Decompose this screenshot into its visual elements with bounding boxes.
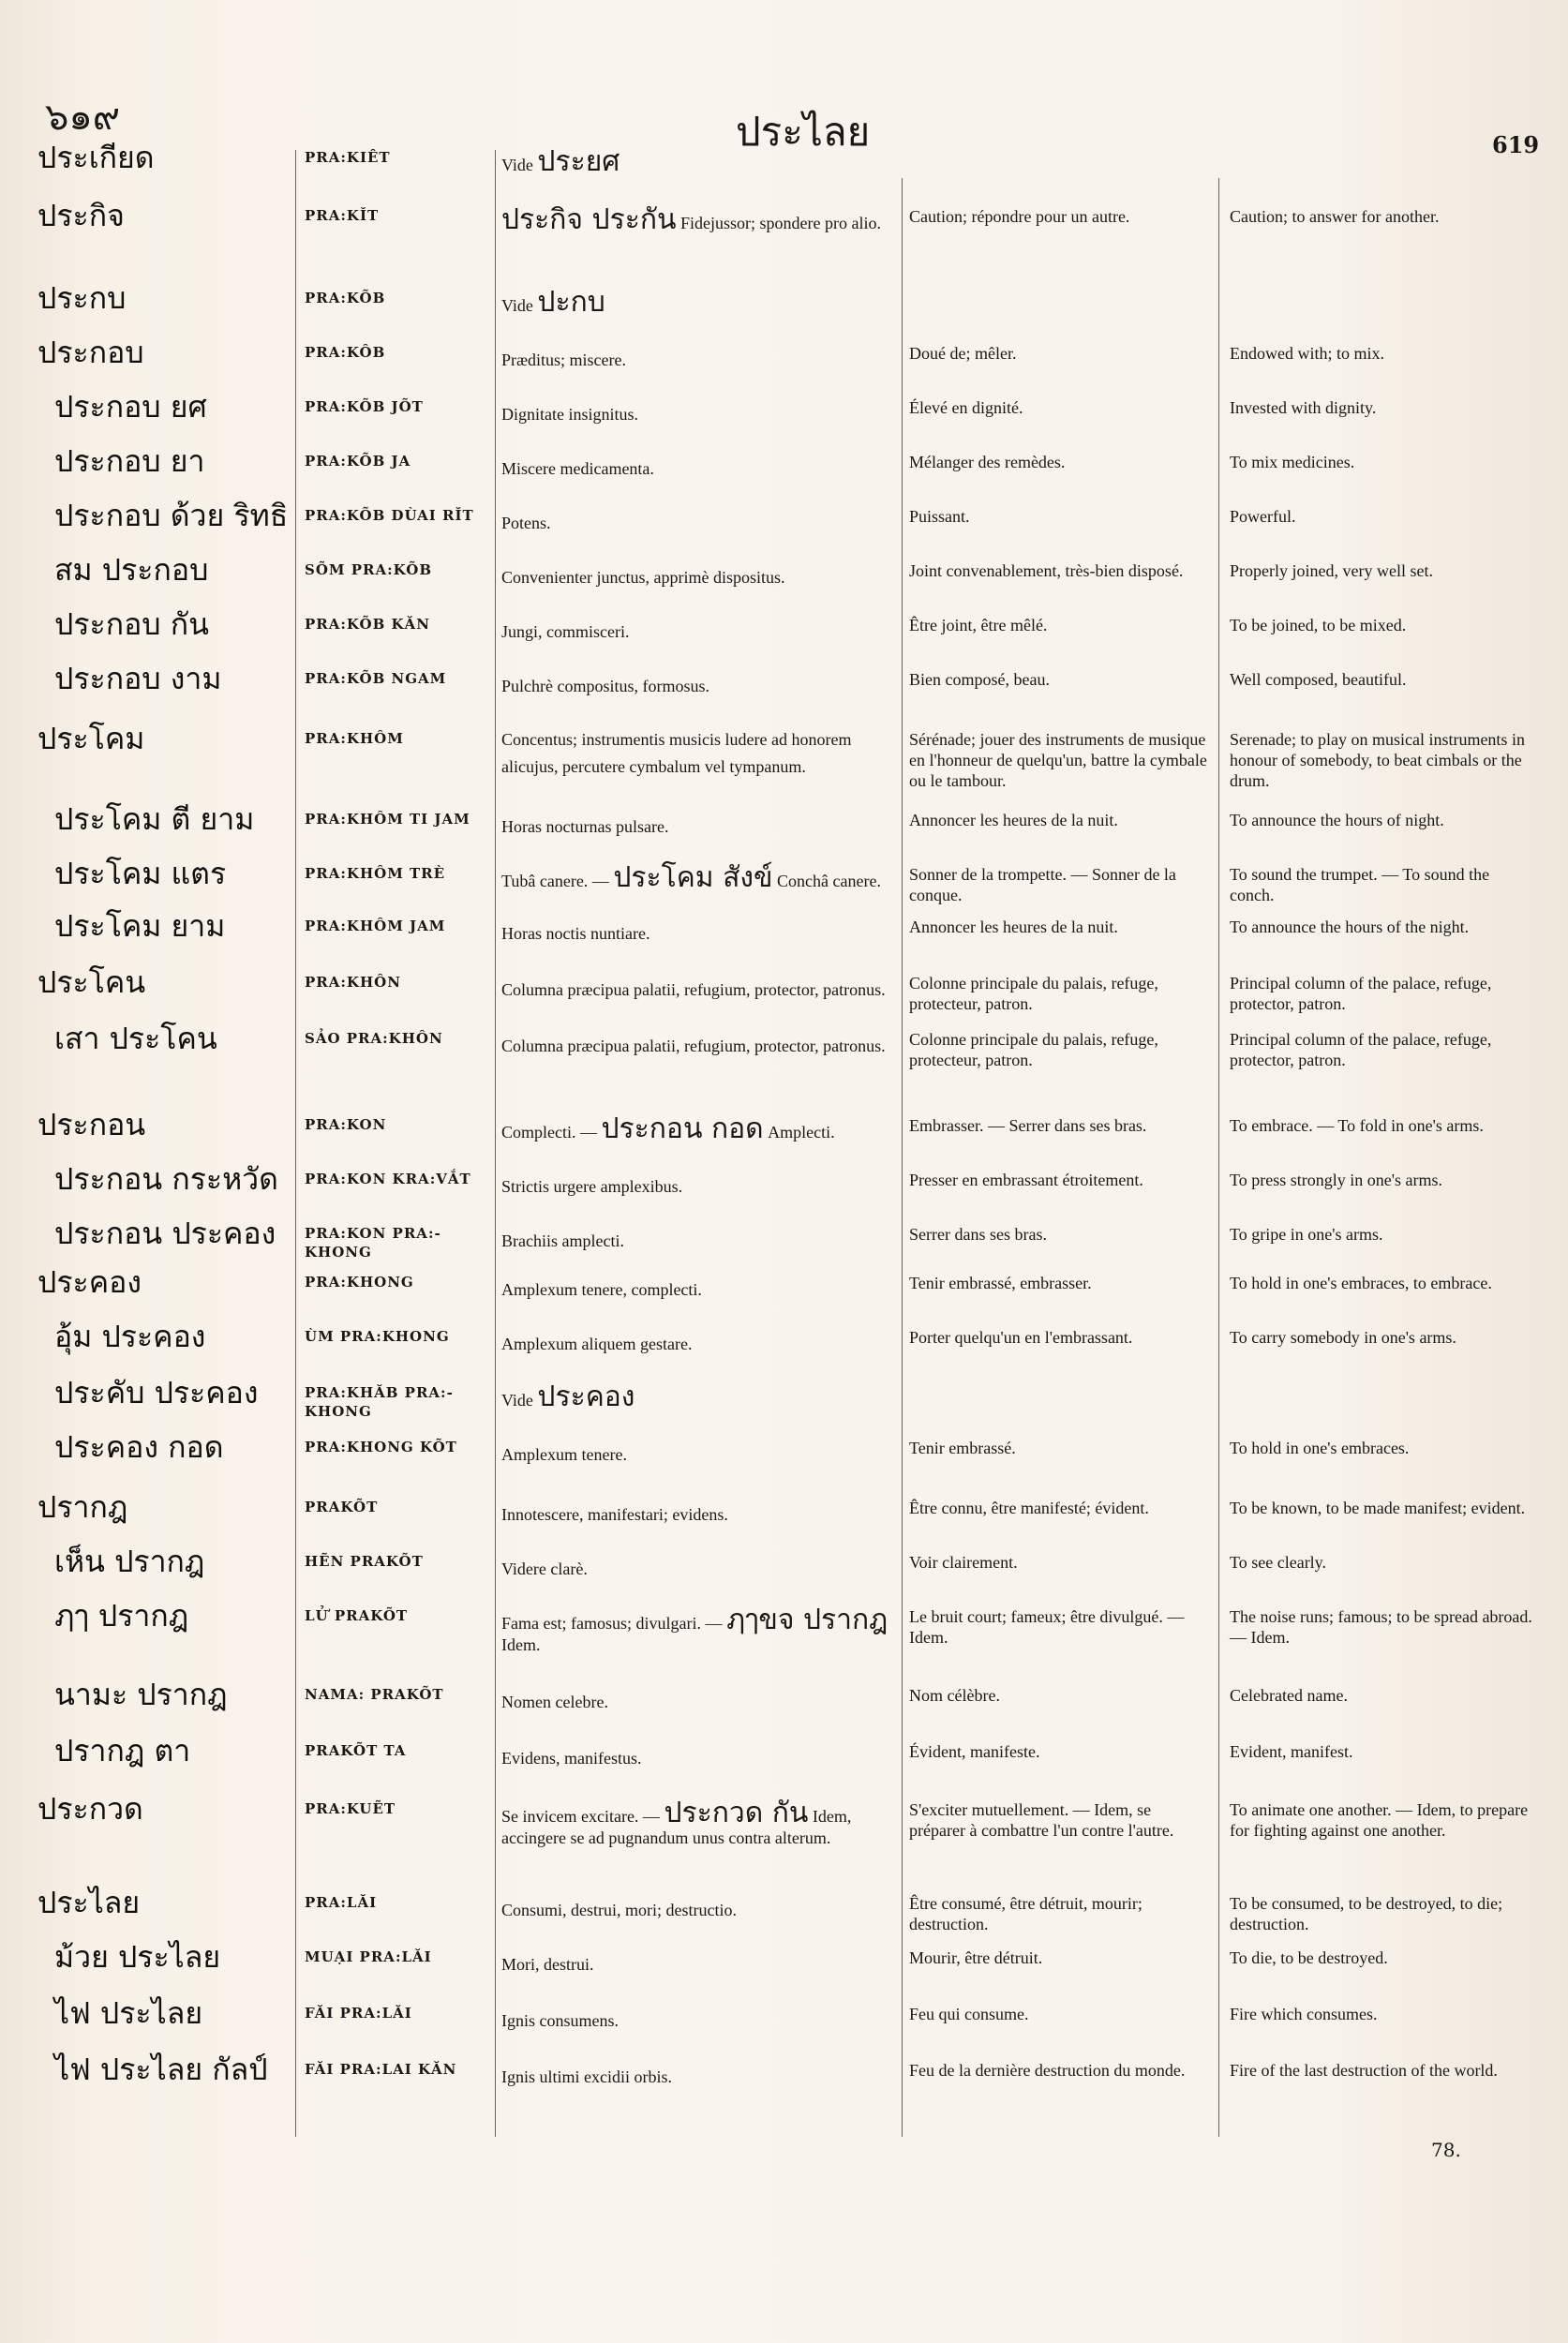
latin-definition [501,1606,895,1655]
latin-text: Innotescere, manifestari; evidens. [501,1505,728,1524]
romanization: PRA:KĬT [305,207,380,224]
romanization: FĂI PRA:LĂI [305,2005,412,2022]
french-definition: Feu de la dernière destruction du monde. [909,2061,1186,2080]
latin-text: Pulchrè compositus, formosus. [501,677,709,695]
romanization: PRA:KÔB [305,344,386,361]
thai-headword: ปรากฎ [37,1489,128,1525]
thai-headword: ประกวด [37,1791,143,1827]
latin-text: Convenienter junctus, apprimè dispositus. [501,568,785,587]
thai-headword: ประเกียด [37,140,155,175]
latin-text: Complecti. — [501,1123,597,1142]
latin-text: Ignis consumens. [501,2011,619,2030]
thai-cross-reference: ประกิจ ประกัน [501,203,677,236]
thai-headword: อุ้ม ประคอง [54,1319,206,1354]
thai-headword: ประโคน [37,964,146,1000]
column-rule [295,150,296,2137]
french-definition: Bien composé, beau. [909,670,1050,689]
english-definition: Invested with dignity. [1230,398,1377,417]
romanization: PRA:KÕB [305,290,386,306]
latin-definition [501,1799,895,1848]
french-definition: Doué de; mêler. [909,344,1017,363]
romanization: PRA:KHÔN [305,974,401,991]
latin-definition [501,1273,895,1301]
thai-headword: ประกบ [37,280,127,316]
french-definition: Tenir embrassé. [909,1439,1016,1457]
romanization: SÕM PRA:KÕB [305,561,433,578]
thai-headword: ประกอน [37,1107,146,1142]
english-definition: To hold in one's embraces, to embrace. [1230,1274,1492,1292]
romanization: PRA:KÕB JÕT [305,398,424,415]
signature-mark: 78. [1431,2139,1461,2161]
french-definition: Joint convenablement, très-bien disposé. [909,561,1184,580]
romanization: ÙM PRA:KHONG [305,1328,450,1345]
french-definition: Puissant. [909,507,970,526]
french-definition: Annoncer les heures de la nuit. [909,918,1118,936]
latin-definition [501,1893,895,1921]
thai-headword: ประกิจ [37,198,125,233]
latin-definition [501,1741,895,1769]
romanization: PRA:KHÔM TRÈ [305,865,446,882]
english-definition: To announce the hours of night. [1230,811,1444,829]
english-definition: To die, to be destroyed. [1230,1948,1388,1967]
english-definition: To carry somebody in one's arms. [1230,1328,1456,1347]
english-definition: Serenade; to play on musical instruments in honour of somebody, to beat cimbals or the drum. [1230,730,1525,790]
romanization: PRA:KHÔM JAM [305,918,446,934]
french-definition: Mélanger des remèdes. [909,453,1066,471]
latin-text: Concentus; instrumentis musicis ludere ad honorem alicujus, percutere cymbalum vel tympanum. [501,730,852,776]
thai-headword: ประกอบ กัน [54,606,210,642]
latin-text: Vide [501,1391,533,1410]
latin-definition [501,397,895,425]
latin-text-after: Idem, accingere se ad pugnandum unus contra alterum. [501,1807,852,1847]
thai-headword: ประกอน ประคอง [54,1216,276,1251]
thai-headword: นามะ ปรากฎ [54,1677,228,1712]
romanization: PRA:KÕB NGAM [305,670,447,687]
french-definition: Mourir, être détruit. [909,1948,1043,1967]
latin-text: Evidens, manifestus. [501,1749,642,1768]
french-definition: Colonne principale du palais, refuge, protecteur, patron. [909,974,1158,1013]
thai-cross-reference: ประคอง [537,1380,635,1413]
english-definition: To animate one another. — Idem, to prepare for fighting against one another. [1230,1800,1529,1840]
latin-text: Horas nocturnas pulsare. [501,817,669,836]
english-definition: To hold in one's embraces. [1230,1439,1410,1457]
latin-definition [501,729,895,778]
running-head: ประไลย [736,109,871,155]
latin-definition [501,1327,895,1355]
thai-cross-reference: ประกวด กัน [664,1797,809,1829]
english-definition: Principal column of the palace, refuge, protector, patron. [1230,974,1492,1013]
english-definition: The noise runs; famous; to be spread abroad. — Idem. [1230,1607,1532,1647]
thai-headword: ประกอบ ยศ [54,389,207,425]
latin-text-after: Idem. [501,1635,541,1654]
latin-definition [501,1438,895,1466]
latin-text: Amplexum tenere. [501,1445,627,1464]
romanization: PRA:KON PRA:-KHONG [305,1225,441,1261]
romanization: PRAKÕT [305,1499,379,1515]
latin-definition [501,203,895,236]
romanization: PRA:KÕB DÙAI RĬT [305,507,474,524]
french-definition: Feu qui consume. [909,2005,1029,2023]
thai-headword: ม้วย ประไลย [54,1939,221,1975]
latin-text-after: Amplecti. [768,1123,835,1142]
english-definition: To be known, to be made manifest; evident. [1230,1499,1526,1517]
latin-definition [501,560,895,589]
romanization: PRA:KON [305,1116,387,1133]
latin-definition [501,145,895,178]
latin-text: Brachiis amplecti. [501,1231,624,1250]
french-definition: Annoncer les heures de la nuit. [909,811,1118,829]
latin-text: Nomen celebre. [501,1693,608,1711]
french-definition: Caution; répondre pour un autre. [909,207,1130,226]
latin-definition [501,1498,895,1526]
romanization: PRA:KÕB JA [305,453,411,470]
latin-text: Videre clarè. [501,1560,588,1578]
french-definition: Tenir embrassé, embrasser. [909,1274,1092,1292]
english-definition: To mix medicines. [1230,453,1355,471]
french-definition: Voir clairement. [909,1553,1018,1572]
english-definition: To sound the trumpet. — To sound the conch. [1230,865,1490,904]
english-definition: To be joined, to be mixed. [1230,616,1407,634]
latin-text: Amplexum tenere, complecti. [501,1280,702,1299]
english-definition: Evident, manifest. [1230,1742,1353,1761]
latin-text: Tubâ canere. — [501,872,609,890]
english-definition: Properly joined, very well set. [1230,561,1433,580]
latin-text-after: Conchâ canere. [777,872,881,890]
thai-headword: เห็น ปรากฎ [54,1544,205,1579]
latin-text: Vide [501,156,533,174]
english-definition: To see clearly. [1230,1553,1327,1572]
romanization: PRA:KON KRA:VẮT [305,1171,471,1187]
latin-definition [501,1170,895,1198]
thai-headword: ประคอง [37,1264,142,1300]
english-definition: Powerful. [1230,507,1296,526]
french-definition: Nom célèbre. [909,1686,1000,1705]
thai-headword: ไฟ ประไลย [54,1995,203,2031]
column-rule [495,150,496,2137]
latin-definition [501,506,895,534]
thai-cross-reference: ประกอน กอด [601,1112,764,1145]
romanization: SẢO PRA:KHÔN [305,1030,443,1047]
romanization: PRA:LĂI [305,1894,378,1911]
thai-page-number: ๖๑๙ [45,96,121,139]
latin-definition [501,669,895,697]
english-definition: Fire which consumes. [1230,2005,1378,2023]
latin-text: Horas noctis nuntiare. [501,924,650,943]
english-definition: Principal column of the palace, refuge, protector, patron. [1230,1030,1492,1069]
romanization: PRAKÕT TA [305,1742,407,1759]
thai-headword: ประโคม ยาม [54,908,226,944]
romanization: PRA:KHONG [305,1274,414,1291]
latin-definition [501,615,895,643]
latin-definition [501,2004,895,2032]
thai-headword: ประคอง กอด [54,1429,224,1465]
thai-headword: ประโคม ตี ยาม [54,801,255,837]
thai-headword: ประกอบ ด้วย ริทธิ [54,498,289,533]
thai-cross-reference: ปะกบ [537,286,605,319]
latin-definition [501,1224,895,1252]
french-definition: Élevé en dignité. [909,398,1023,417]
latin-text: Columna præcipua palatii, refugium, protector, patronus. [501,980,886,999]
french-definition: Être joint, être mêlé. [909,616,1048,634]
french-definition: Sonner de la trompette. — Sonner de la conque. [909,865,1176,904]
latin-definition [501,810,895,838]
thai-headword: ประกอบ งาม [54,661,222,696]
romanization: FĂI PRA:LAI KĂN [305,2061,457,2078]
english-definition: Fire of the last destruction of the world. [1230,2061,1498,2080]
english-definition: To be consumed, to be destroyed, to die; destruction. [1230,1894,1503,1933]
english-definition: To gripe in one's arms. [1230,1225,1383,1244]
latin-text: Se invicem excitare. — [501,1807,660,1826]
latin-text: Præditus; miscere. [501,351,626,369]
thai-headword: ประโคม แตร [54,856,227,891]
thai-headword: ฦๅ ปรากฎ [54,1598,189,1634]
romanization: MUẠI PRA:LĂI [305,1948,432,1965]
thai-cross-reference: ประยศ [537,145,620,178]
latin-definition [501,286,895,319]
english-definition: Well composed, beautiful. [1230,670,1407,689]
french-definition: Embrasser. — Serrer dans ses bras. [909,1116,1147,1135]
latin-definition [501,1029,895,1057]
romanization: PRA:KUẼT [305,1800,396,1817]
latin-text: Consumi, destrui, mori; destructio. [501,1901,737,1919]
latin-text: Vide [501,296,533,315]
french-definition: S'exciter mutuellement. — Idem, se préparer à combattre l'un contre l'autre. [909,1800,1174,1840]
latin-definition [501,1685,895,1713]
french-definition: Presser en embrassant étroitement. [909,1171,1143,1189]
latin-text: Strictis urgere amplexibus. [501,1177,683,1196]
french-definition: Être consumé, être détruit, mourir; destruction. [909,1894,1142,1933]
thai-headword: ประไลย [37,1885,141,1920]
english-definition: To announce the hours of the night. [1230,918,1470,936]
latin-text: Jungi, commisceri. [501,622,630,641]
latin-text: Miscere medicamenta. [501,459,654,478]
french-definition: Évident, manifeste. [909,1742,1040,1761]
english-definition: To embrace. — To fold in one's arms. [1230,1116,1484,1135]
thai-headword: สม ประกอบ [54,552,209,588]
thai-headword: ปรากฎ ตา [54,1733,191,1768]
english-definition: Caution; to answer for another. [1230,207,1440,226]
french-definition: Être connu, être manifesté; évident. [909,1499,1149,1517]
latin-text-after: Fidejussor; spondere pro alio. [680,214,881,232]
latin-text: Amplexum aliquem gestare. [501,1335,693,1353]
thai-headword: ประคับ ประคอง [54,1375,259,1410]
latin-definition [501,452,895,480]
romanization: PRA:KIÊT [305,149,391,166]
thai-headword: เสา ประโคน [54,1021,217,1056]
latin-definition [501,343,895,371]
latin-definition [501,917,895,945]
latin-text: Potens. [501,514,551,532]
romanization: PRA:KHĂB PRA:-KHONG [305,1384,454,1420]
romanization: PRA:KHONG KÕT [305,1439,457,1455]
latin-definition [501,861,895,894]
thai-headword: ไฟ ประไลย กัลป์ [54,2052,268,2087]
latin-text: Columna præcipua palatii, refugium, protector, patronus. [501,1037,886,1055]
thai-headword: ประกอบ [37,335,144,370]
column-rule [902,178,903,2137]
romanization: PRA:KÕB KĂN [305,616,430,633]
latin-definition [501,1948,895,1976]
romanization: LỬ PRAKÕT [305,1607,409,1624]
french-definition: Sérénade; jouer des instruments de musique en l'honneur de quelqu'un, battre la cymbale ou le tambour. [909,730,1207,790]
english-definition: To press strongly in one's arms. [1230,1171,1442,1189]
latin-definition [501,973,895,1001]
romanization: HẼN PRAKÕT [305,1553,424,1570]
french-definition: Colonne principale du palais, refuge, protecteur, patron. [909,1030,1158,1069]
page-number: 619 [1492,131,1540,158]
romanization: NAMA: PRAKÕT [305,1686,444,1703]
romanization: PRA:KHÔM TI JAM [305,811,470,828]
latin-definition [501,1112,895,1145]
english-definition: Celebrated name. [1230,1686,1348,1705]
english-definition: Endowed with; to mix. [1230,344,1384,363]
thai-headword: ประโคม [37,721,145,756]
latin-text: Dignitate insignitus. [501,405,638,424]
thai-headword: ประกอน กระหวัด [54,1161,278,1197]
latin-definition [501,1552,895,1580]
thai-cross-reference: ประโคม สังข์ [613,861,773,894]
latin-text: Mori, destrui. [501,1955,594,1974]
latin-text: Ignis ultimi excidii orbis. [501,2067,672,2086]
thai-headword: ประกอบ ยา [54,443,205,479]
latin-definition [501,2060,895,2088]
romanization: PRA:KHÔM [305,730,404,747]
latin-definition [501,1380,895,1413]
column-rule [1218,178,1219,2137]
latin-text: Fama est; famosus; divulgari. — [501,1614,723,1633]
french-definition: Serrer dans ses bras. [909,1225,1047,1244]
french-definition: Le bruit court; fameux; être divulgué. — Idem. [909,1607,1185,1647]
thai-cross-reference: ฦๅขจ ปรากฎ [725,1604,889,1636]
french-definition: Porter quelqu'un en l'embrassant. [909,1328,1133,1347]
